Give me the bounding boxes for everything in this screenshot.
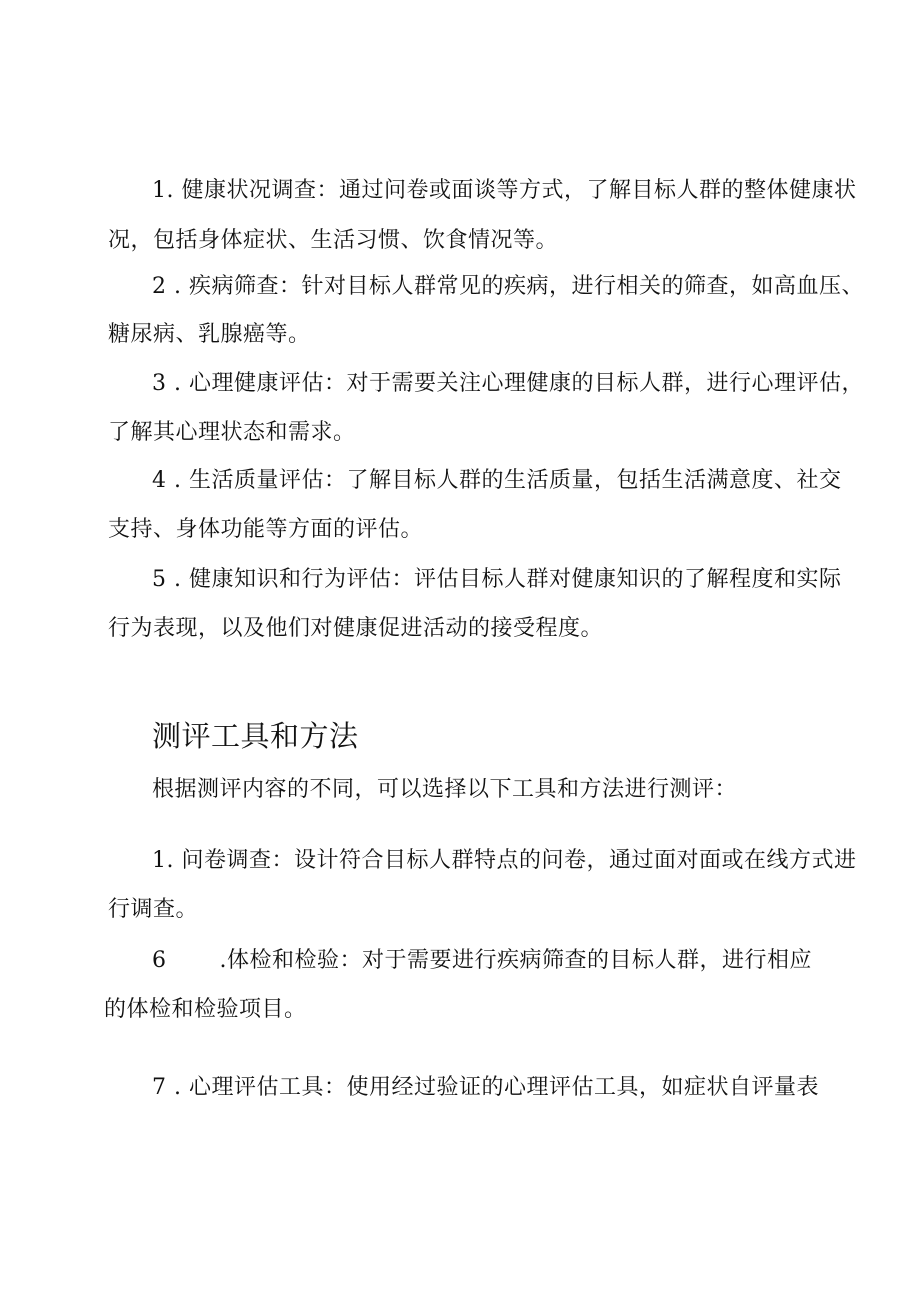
tool-item-2-number: 6 [152,948,167,973]
tool-item-1-line-2: 行调查。 [108,897,199,922]
list-item-4-line-1: 4 . 生活质量评估：了解目标人群的生活质量，包括生活满意度、社交 [152,468,842,493]
list-item-1-line-2: 况，包括身体症状、生活习惯、饮食情况等。 [108,228,559,253]
list-item-2-line-1: 2 . 疾病筛查：针对目标人群常见的疾病，进行相关的筛查，如高血压、 [152,274,864,299]
tool-item-1-line-1: 1. 问卷调查：设计符合目标人群特点的问卷，通过面对面或在线方式进 [152,848,857,873]
list-item-2-line-2: 糖尿病、乳腺癌等。 [108,322,311,347]
list-item-4-line-2: 支持、身体功能等方面的评估。 [108,517,424,542]
section-intro: 根据测评内容的不同，可以选择以下工具和方法进行测评： [152,777,738,802]
list-item-5-line-1: 5 . 健康知识和行为评估：评估目标人群对健康知识的了解程度和实际 [152,567,842,592]
list-item-5-line-2: 行为表现，以及他们对健康促进活动的接受程度。 [108,616,604,641]
section-heading: 测评工具和方法 [152,719,359,753]
list-item-3-line-1: 3 . 心理健康评估：对于需要关注心理健康的目标人群，进行心理评估， [152,371,864,396]
tool-item-2-text: .体检和检验：对于需要进行疾病筛查的目标人群，进行相应 [219,948,812,973]
tool-item-2-line-1 [152,946,812,976]
tool-item-2-line-2: 的体检和检验项目。 [104,997,307,1022]
list-item-1-line-1: 1. 健康状况调查：通过问卷或面谈等方式，了解目标人群的整体健康状 [152,178,857,203]
list-item-3-line-2: 了解其心理状态和需求。 [108,420,356,445]
tool-item-3-line-1: 7 . 心理评估工具：使用经过验证的心理评估工具，如症状自评量表 [152,1075,819,1100]
